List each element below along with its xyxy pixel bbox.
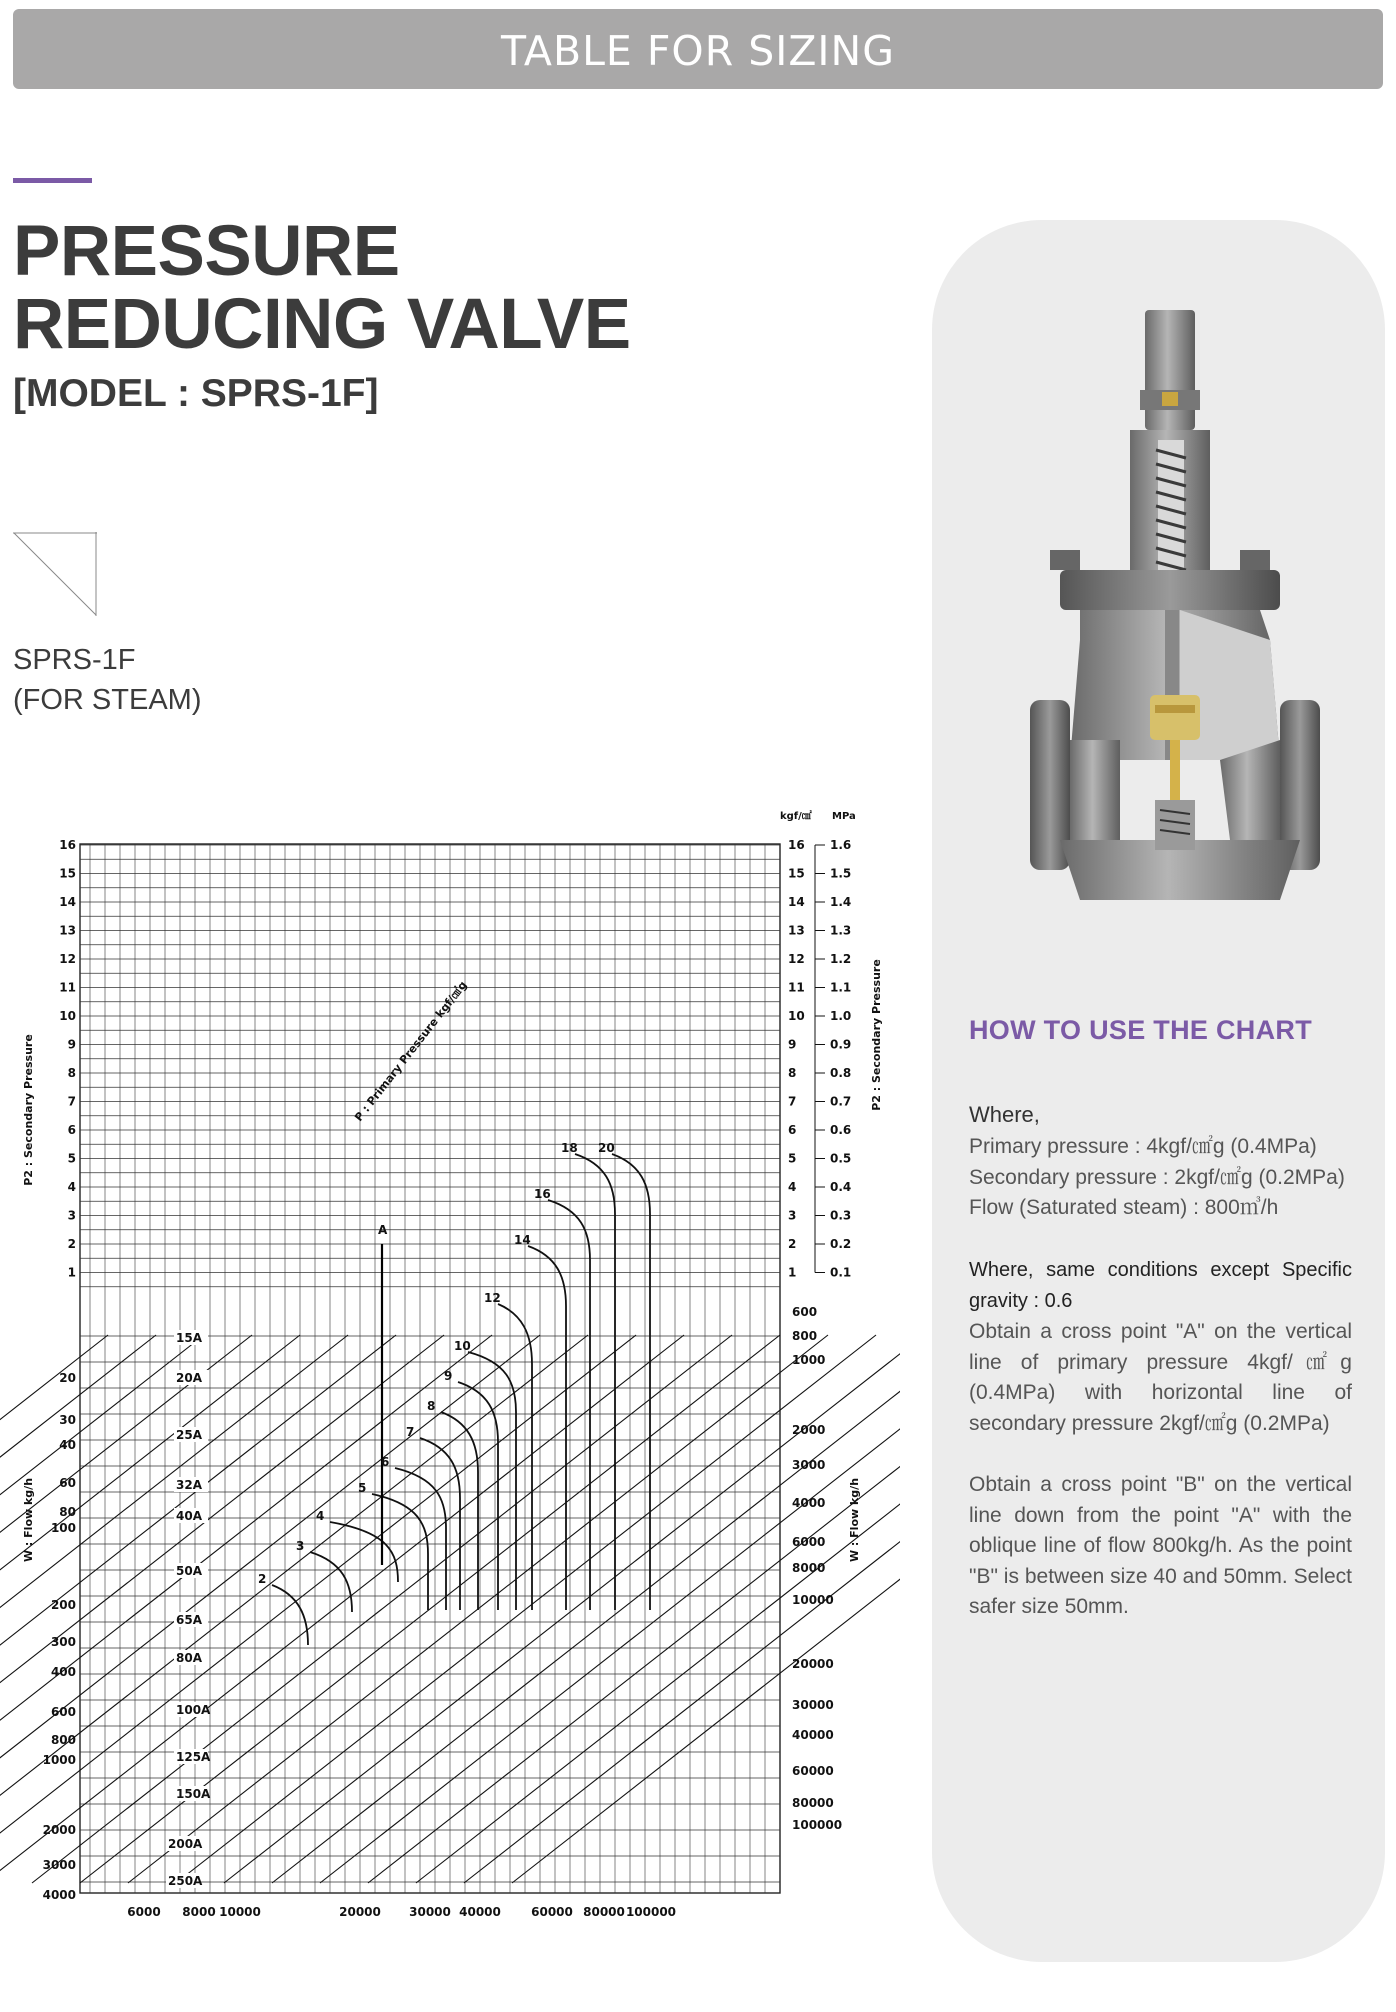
condition-primary: Primary pressure : 4kgf/㎠g (0.4MPa) xyxy=(969,1135,1317,1158)
bottom-tick: 60000 xyxy=(531,1905,573,1919)
right-lower-tick: 80000 xyxy=(792,1796,834,1810)
primary-curve-label: 14 xyxy=(514,1233,531,1247)
right-kgf-tick: 7 xyxy=(788,1094,797,1109)
primary-curve-label: 16 xyxy=(534,1187,551,1201)
mpa-unit-label: MPa xyxy=(832,811,856,822)
left-lower-tick: 2000 xyxy=(42,1823,76,1837)
left-upper-tick: 6 xyxy=(67,1123,76,1137)
specific-gravity-heading: Where, same conditions except Specific gravity : 0.6 xyxy=(969,1259,1352,1312)
right-mpa-tick: 0.3 xyxy=(830,1208,852,1223)
right-lower-tick: 60000 xyxy=(792,1764,834,1778)
size-label: 100A xyxy=(176,1703,211,1717)
step-1-text: Obtain a cross point "A" on the vertical line of primary pressure 4kgf/㎠g (0.4MPa) with horizontal line of secondary pressure 2kgf/㎠g (0.2MPa) xyxy=(969,1320,1352,1435)
right-kgf-tick: 10 xyxy=(788,1009,805,1023)
left-lower-tick: 4000 xyxy=(42,1888,76,1902)
subtitle-line-2: (FOR STEAM) xyxy=(13,684,202,716)
flow-line xyxy=(0,1335,252,1883)
left-upper-tick: 9 xyxy=(67,1037,76,1052)
size-label: 125A xyxy=(176,1750,211,1764)
left-upper-tick: 15 xyxy=(59,866,76,881)
bottom-tick: 20000 xyxy=(339,1905,381,1919)
title-line-2: REDUCING VALVE xyxy=(13,285,631,364)
diagonal-corner-icon xyxy=(13,532,97,616)
right-kgf-tick: 3 xyxy=(788,1208,797,1223)
right-lower-tick: 2000 xyxy=(792,1423,826,1437)
right-lower-tick: 100000 xyxy=(792,1818,843,1832)
left-lower-tick: 1000 xyxy=(42,1753,76,1767)
right-mpa-tick: 0.2 xyxy=(830,1237,852,1251)
size-label: 25A xyxy=(176,1428,202,1442)
right-kgf-tick: 5 xyxy=(788,1151,797,1166)
right-lower-tick: 6000 xyxy=(792,1535,826,1549)
left-upper-axis-label: P2 : Secondary Pressure xyxy=(22,1034,35,1186)
primary-curve xyxy=(498,1304,532,1610)
size-label: 20A xyxy=(176,1371,202,1385)
right-mpa-tick: 0.4 xyxy=(830,1180,852,1194)
primary-pressure-curves xyxy=(272,1154,650,1645)
model-label: [MODEL : SPRS-1F] xyxy=(13,372,379,415)
valve-cutaway-image xyxy=(1010,300,1350,920)
left-upper-tick: 2 xyxy=(67,1237,76,1251)
size-label: 50A xyxy=(176,1564,202,1578)
page-title xyxy=(13,212,631,364)
left-lower-tick: 3000 xyxy=(42,1858,76,1872)
primary-curve xyxy=(420,1438,460,1610)
flow-line xyxy=(0,1335,684,1883)
step-2-text: Obtain a cross point "B" on the vertical line down from the point "A" with the oblique line of flow 800kg/h. As the point "B" is between size 40 and 50mm. Select safer size 50mm. xyxy=(969,1473,1352,1618)
title-line-1: PRESSURE xyxy=(13,212,400,291)
accent-bar xyxy=(13,178,92,183)
chart-grid xyxy=(80,844,780,1893)
left-upper-tick: 13 xyxy=(59,923,76,938)
right-kgf-tick: 16 xyxy=(788,838,805,852)
primary-curve-label: 8 xyxy=(427,1399,436,1413)
size-label: 80A xyxy=(176,1651,202,1665)
primary-curve-label: 2 xyxy=(258,1572,267,1586)
right-lower-tick: 600 xyxy=(792,1305,818,1319)
bottom-tick: 40000 xyxy=(459,1905,501,1919)
right-kgf-tick: 12 xyxy=(788,952,805,966)
right-lower-tick: 30000 xyxy=(792,1698,834,1712)
right-lower-tick: 800 xyxy=(792,1329,818,1343)
right-mpa-tick: 1.1 xyxy=(830,980,852,995)
conditions-list xyxy=(969,1132,1352,1224)
left-upper-tick: 7 xyxy=(67,1094,76,1109)
bottom-tick: 30000 xyxy=(409,1905,451,1919)
right-mpa-tick: 1.6 xyxy=(830,838,852,852)
right-kgf-tick: 14 xyxy=(788,895,805,909)
right-kgf-tick: 11 xyxy=(788,980,805,995)
kgf-unit-label: kgf/㎠ xyxy=(780,811,812,822)
primary-curve xyxy=(612,1154,650,1610)
right-kgf-tick: 8 xyxy=(788,1066,797,1080)
subtitle-line-1: SPRS-1F xyxy=(13,644,136,676)
left-lower-tick: 40 xyxy=(59,1438,76,1452)
primary-curve xyxy=(272,1585,308,1645)
primary-curve-label: 12 xyxy=(484,1291,501,1305)
section-banner: TABLE FOR SIZING xyxy=(13,9,1383,89)
right-upper-axis-label: P2 : Secondary Pressure xyxy=(870,959,883,1111)
condition-secondary: Secondary pressure : 2kgf/㎠g (0.2MPa) xyxy=(969,1165,1345,1189)
where-label: Where, xyxy=(969,1102,1040,1127)
right-kgf-tick: 4 xyxy=(788,1180,797,1194)
product-subtitle xyxy=(13,640,202,720)
left-lower-tick: 200 xyxy=(50,1598,76,1612)
right-mpa-tick: 1.2 xyxy=(830,952,852,966)
right-lower-tick: 4000 xyxy=(792,1496,826,1510)
size-label: 250A xyxy=(168,1874,203,1888)
bottom-tick: 80000 xyxy=(583,1905,625,1919)
right-mpa-tick: 0.8 xyxy=(830,1066,852,1080)
primary-curve-label: 4 xyxy=(316,1509,325,1523)
primary-curve-label: 9 xyxy=(444,1369,453,1383)
size-label: 65A xyxy=(176,1613,202,1627)
primary-curve-label: 6 xyxy=(381,1455,390,1469)
left-lower-axis-label: W : Flow kg/h xyxy=(22,1477,35,1563)
size-label: 32A xyxy=(176,1478,202,1492)
bottom-tick: 8000 xyxy=(182,1905,216,1919)
size-label: 200A xyxy=(168,1837,203,1851)
right-lower-tick: 20000 xyxy=(792,1657,834,1671)
left-lower-tick: 300 xyxy=(50,1635,76,1649)
size-label: 150A xyxy=(176,1787,211,1801)
left-upper-tick: 3 xyxy=(67,1208,76,1223)
left-lower-tick: 30 xyxy=(59,1413,76,1427)
left-upper-tick: 16 xyxy=(59,838,76,852)
flow-line xyxy=(0,1335,156,1883)
primary-curve-label: 5 xyxy=(358,1481,367,1495)
right-mpa-tick: 0.1 xyxy=(830,1265,852,1280)
left-upper-tick: 14 xyxy=(59,895,76,909)
condition-flow: Flow (Saturated steam) : 800㎥/h xyxy=(969,1196,1279,1219)
primary-curve-label: 10 xyxy=(454,1339,471,1353)
left-upper-tick: 10 xyxy=(59,1009,76,1023)
right-kgf-tick: 13 xyxy=(788,923,805,938)
left-lower-tick: 600 xyxy=(50,1705,76,1719)
primary-curve-label: 20 xyxy=(598,1141,615,1155)
right-mpa-tick: 1.0 xyxy=(830,1009,852,1023)
left-upper-tick: 8 xyxy=(67,1066,76,1080)
size-label: 40A xyxy=(176,1509,202,1523)
right-mpa-tick: 0.5 xyxy=(830,1151,852,1166)
left-lower-tick: 800 xyxy=(50,1733,76,1747)
right-mpa-tick: 0.9 xyxy=(830,1037,852,1052)
flow-line xyxy=(0,1335,636,1883)
size-label: 15A xyxy=(176,1331,202,1345)
primary-curve xyxy=(330,1522,398,1582)
right-lower-tick: 1000 xyxy=(792,1353,826,1367)
primary-curve-label: 18 xyxy=(561,1141,578,1155)
bottom-tick: 10000 xyxy=(219,1905,261,1919)
bottom-tick: 100000 xyxy=(625,1905,677,1919)
left-lower-tick: 100 xyxy=(50,1521,76,1535)
primary-curve xyxy=(372,1494,428,1610)
right-kgf-tick: 15 xyxy=(788,866,805,881)
right-mpa-tick: 1.4 xyxy=(830,895,852,909)
right-kgf-tick: 1 xyxy=(788,1265,797,1280)
flow-line xyxy=(176,1335,876,1883)
right-lower-axis-label: W : Flow kg/h xyxy=(848,1477,861,1563)
right-kgf-tick: 2 xyxy=(788,1237,797,1251)
left-lower-tick: 80 xyxy=(59,1505,76,1519)
left-lower-tick: 60 xyxy=(59,1476,76,1490)
left-lower-tick: 20 xyxy=(59,1371,76,1385)
right-lower-tick: 3000 xyxy=(792,1458,826,1472)
left-upper-tick: 5 xyxy=(67,1151,76,1166)
left-lower-tick: 400 xyxy=(50,1665,76,1679)
flow-line xyxy=(0,1335,204,1883)
sizing-nomogram xyxy=(0,800,900,1930)
right-kgf-tick: 6 xyxy=(788,1123,797,1137)
flow-line xyxy=(464,1335,900,1883)
right-lower-tick: 8000 xyxy=(792,1561,826,1575)
right-mpa-tick: 1.3 xyxy=(830,923,852,938)
right-lower-tick: 40000 xyxy=(792,1728,834,1742)
point-a-label: A xyxy=(378,1223,388,1237)
primary-curve-label: 7 xyxy=(406,1425,415,1439)
primary-curve xyxy=(310,1552,352,1612)
left-upper-tick: 12 xyxy=(59,952,76,966)
right-lower-tick: 10000 xyxy=(792,1593,834,1607)
left-upper-tick: 1 xyxy=(67,1265,76,1280)
right-mpa-tick: 1.5 xyxy=(830,866,852,881)
right-mpa-tick: 0.7 xyxy=(830,1094,852,1109)
left-upper-tick: 4 xyxy=(67,1180,76,1194)
primary-curve-label: 3 xyxy=(296,1539,305,1553)
primary-curve xyxy=(548,1200,590,1610)
bottom-tick: 6000 xyxy=(127,1905,161,1919)
howto-heading: HOW TO USE THE CHART xyxy=(969,1015,1312,1045)
left-upper-tick: 11 xyxy=(59,980,76,995)
right-mpa-tick: 0.6 xyxy=(830,1123,852,1137)
primary-pressure-label: P : Primary Pressure kgf/㎠g xyxy=(352,978,470,1124)
right-kgf-tick: 9 xyxy=(788,1037,797,1052)
